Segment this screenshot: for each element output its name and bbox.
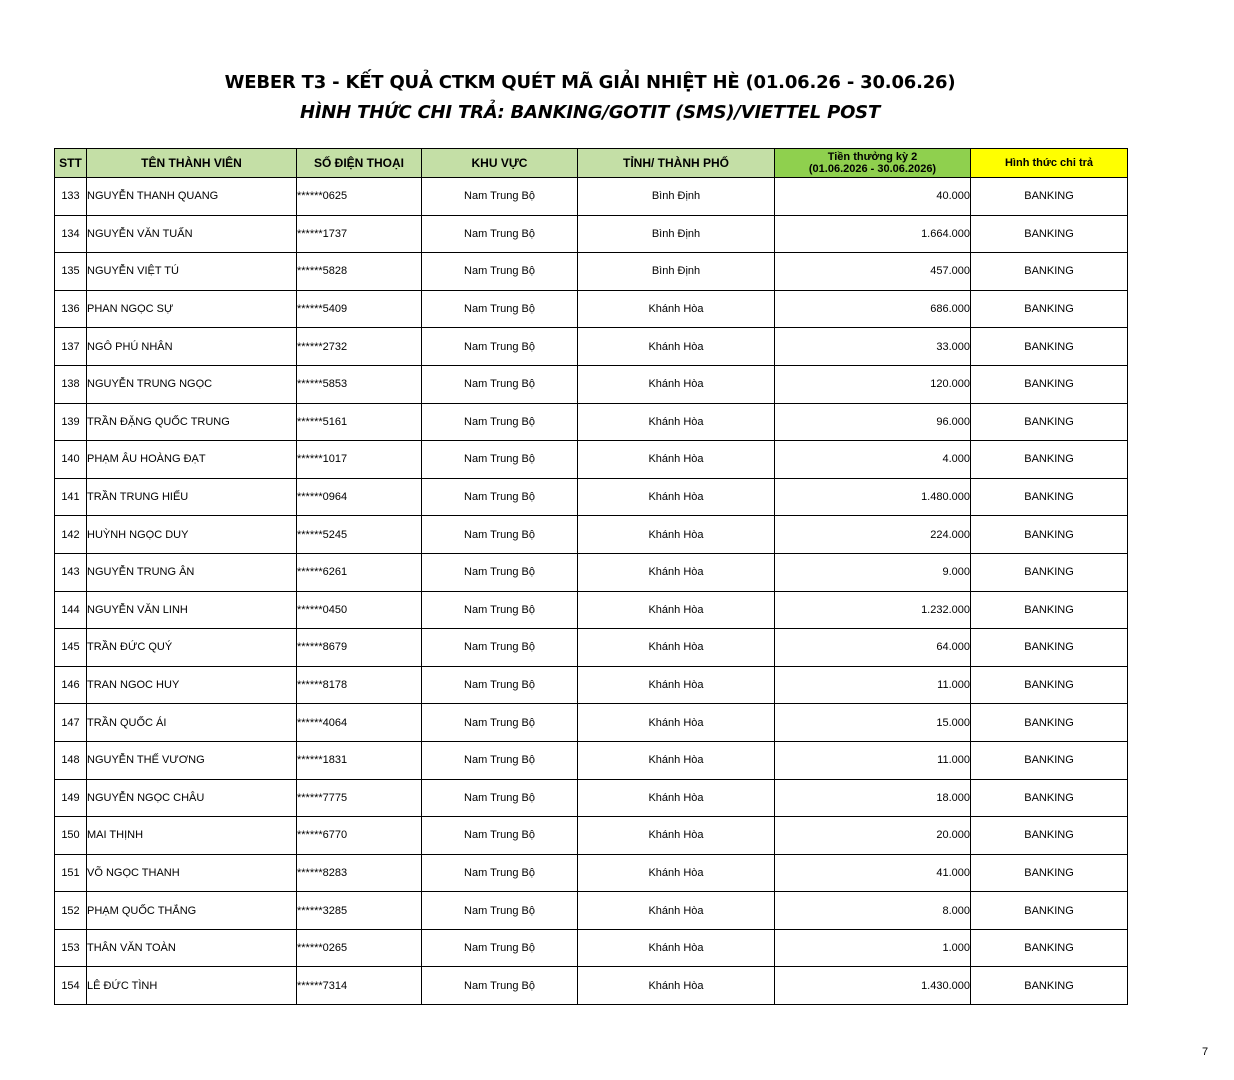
cell-region: Nam Trung Bộ <box>422 854 578 892</box>
cell-stt: 145 <box>55 629 87 667</box>
cell-phone: ******8283 <box>297 854 422 892</box>
cell-stt: 144 <box>55 591 87 629</box>
page-number: 7 <box>1202 1046 1209 1058</box>
cell-reward-amount: 1.430.000 <box>775 967 971 1005</box>
table-row <box>55 779 1128 817</box>
cell-stt: 135 <box>55 253 87 291</box>
cell-member-name: PHAN NGỌC SỰ <box>87 290 297 328</box>
header-reward-period: (01.06.2026 - 30.06.2026) <box>808 163 937 175</box>
cell-stt: 141 <box>55 478 87 516</box>
header-city: TỈNH/ THÀNH PHỐ <box>578 149 775 178</box>
cell-payment-method: BANKING <box>971 666 1128 704</box>
cell-reward-amount: 41.000 <box>775 854 971 892</box>
table-row <box>55 591 1128 629</box>
cell-city: Khánh Hòa <box>578 666 775 704</box>
cell-stt: 140 <box>55 441 87 479</box>
cell-stt: 142 <box>55 516 87 554</box>
cell-region: Nam Trung Bộ <box>422 741 578 779</box>
cell-phone: ******6261 <box>297 553 422 591</box>
cell-member-name: NGUYỄN VIỆT TÚ <box>87 253 297 291</box>
cell-payment-method: BANKING <box>971 215 1128 253</box>
cell-member-name: THÂN VĂN TOÀN <box>87 929 297 967</box>
cell-city: Khánh Hòa <box>578 929 775 967</box>
cell-reward-amount: 8.000 <box>775 892 971 930</box>
cell-payment-method: BANKING <box>971 253 1128 291</box>
cell-region: Nam Trung Bộ <box>422 516 578 554</box>
cell-reward-amount: 4.000 <box>775 441 971 479</box>
cell-stt: 152 <box>55 892 87 930</box>
cell-payment-method: BANKING <box>971 779 1128 817</box>
table-row <box>55 516 1128 554</box>
cell-phone: ******1017 <box>297 441 422 479</box>
cell-phone: ******5409 <box>297 290 422 328</box>
cell-reward-amount: 11.000 <box>775 666 971 704</box>
header-region: KHU VỰC <box>422 149 578 178</box>
table-row <box>55 629 1128 667</box>
cell-city: Khánh Hòa <box>578 817 775 855</box>
cell-city: Khánh Hòa <box>578 403 775 441</box>
cell-city: Khánh Hòa <box>578 741 775 779</box>
cell-region: Nam Trung Bộ <box>422 929 578 967</box>
cell-city: Khánh Hòa <box>578 328 775 366</box>
cell-phone: ******5828 <box>297 253 422 291</box>
cell-member-name: TRẦN ĐỨC QUÝ <box>87 629 297 667</box>
table-row <box>55 666 1128 704</box>
table-row <box>55 817 1128 855</box>
cell-member-name: NGUYỄN TRUNG ÂN <box>87 553 297 591</box>
table-row <box>55 553 1128 591</box>
table-row <box>55 178 1128 216</box>
cell-stt: 147 <box>55 704 87 742</box>
table-row <box>55 478 1128 516</box>
document-title: WEBER T3 - KẾT QUẢ CTKM QUÉT MÃ GIẢI NHIỆT HÈ (01.06.26 - 30.06.26) <box>224 72 956 93</box>
cell-payment-method: BANKING <box>971 741 1128 779</box>
cell-reward-amount: 11.000 <box>775 741 971 779</box>
cell-phone: ******7775 <box>297 779 422 817</box>
cell-phone: ******0450 <box>297 591 422 629</box>
cell-city: Khánh Hòa <box>578 892 775 930</box>
cell-payment-method: BANKING <box>971 591 1128 629</box>
cell-reward-amount: 18.000 <box>775 779 971 817</box>
cell-phone: ******7314 <box>297 967 422 1005</box>
cell-reward-amount: 1.000 <box>775 929 971 967</box>
cell-stt: 151 <box>55 854 87 892</box>
cell-member-name: HUỲNH NGỌC DUY <box>87 516 297 554</box>
cell-member-name: NGUYỄN VĂN LINH <box>87 591 297 629</box>
cell-stt: 149 <box>55 779 87 817</box>
cell-member-name: VÕ NGỌC THANH <box>87 854 297 892</box>
cell-reward-amount: 15.000 <box>775 704 971 742</box>
results-table <box>54 148 1128 1005</box>
cell-stt: 139 <box>55 403 87 441</box>
cell-member-name: PHẠM ÂU HOÀNG ĐẠT <box>87 441 297 479</box>
cell-payment-method: BANKING <box>971 854 1128 892</box>
cell-reward-amount: 120.000 <box>775 365 971 403</box>
cell-member-name: TRAN NGOC HUY <box>87 666 297 704</box>
cell-member-name: NGUYỄN NGỌC CHÂU <box>87 779 297 817</box>
cell-payment-method: BANKING <box>971 817 1128 855</box>
cell-payment-method: BANKING <box>971 553 1128 591</box>
cell-payment-method: BANKING <box>971 441 1128 479</box>
table-row <box>55 290 1128 328</box>
cell-reward-amount: 457.000 <box>775 253 971 291</box>
cell-city: Khánh Hòa <box>578 854 775 892</box>
header-reward <box>775 149 971 178</box>
cell-reward-amount: 33.000 <box>775 328 971 366</box>
cell-member-name: NGUYỄN THẾ VƯƠNG <box>87 741 297 779</box>
cell-stt: 148 <box>55 741 87 779</box>
cell-city: Khánh Hòa <box>578 478 775 516</box>
cell-region: Nam Trung Bộ <box>422 967 578 1005</box>
cell-member-name: TRẦN QUỐC ÁI <box>87 704 297 742</box>
table-row <box>55 328 1128 366</box>
cell-region: Nam Trung Bộ <box>422 215 578 253</box>
cell-stt: 134 <box>55 215 87 253</box>
cell-phone: ******1737 <box>297 215 422 253</box>
cell-member-name: NGUYỄN TRUNG NGỌC <box>87 365 297 403</box>
cell-member-name: NGÔ PHÚ NHÂN <box>87 328 297 366</box>
table-row <box>55 365 1128 403</box>
table-row <box>55 403 1128 441</box>
header-name: TÊN THÀNH VIÊN <box>87 149 297 178</box>
cell-reward-amount: 1.480.000 <box>775 478 971 516</box>
cell-city: Khánh Hòa <box>578 516 775 554</box>
table-row <box>55 929 1128 967</box>
table-row <box>55 892 1128 930</box>
cell-member-name: TRẦN ĐẶNG QUỐC TRUNG <box>87 403 297 441</box>
cell-reward-amount: 1.664.000 <box>775 215 971 253</box>
cell-reward-amount: 224.000 <box>775 516 971 554</box>
cell-region: Nam Trung Bộ <box>422 403 578 441</box>
cell-member-name: LÊ ĐỨC TÌNH <box>87 967 297 1005</box>
table-row <box>55 741 1128 779</box>
cell-payment-method: BANKING <box>971 929 1128 967</box>
cell-payment-method: BANKING <box>971 365 1128 403</box>
cell-member-name: TRẦN TRUNG HIẾU <box>87 478 297 516</box>
cell-region: Nam Trung Bộ <box>422 178 578 216</box>
cell-phone: ******0964 <box>297 478 422 516</box>
cell-region: Nam Trung Bộ <box>422 553 578 591</box>
cell-reward-amount: 40.000 <box>775 178 971 216</box>
cell-phone: ******1831 <box>297 741 422 779</box>
cell-payment-method: BANKING <box>971 704 1128 742</box>
cell-payment-method: BANKING <box>971 967 1128 1005</box>
cell-region: Nam Trung Bộ <box>422 817 578 855</box>
cell-payment-method: BANKING <box>971 478 1128 516</box>
cell-reward-amount: 686.000 <box>775 290 971 328</box>
cell-city: Khánh Hòa <box>578 290 775 328</box>
table-body <box>55 178 1128 1005</box>
cell-region: Nam Trung Bộ <box>422 779 578 817</box>
cell-phone: ******5853 <box>297 365 422 403</box>
cell-phone: ******8679 <box>297 629 422 667</box>
cell-stt: 137 <box>55 328 87 366</box>
cell-phone: ******5245 <box>297 516 422 554</box>
cell-city: Khánh Hòa <box>578 365 775 403</box>
table-row <box>55 704 1128 742</box>
cell-city: Bình Định <box>578 253 775 291</box>
cell-phone: ******5161 <box>297 403 422 441</box>
cell-phone: ******8178 <box>297 666 422 704</box>
cell-stt: 154 <box>55 967 87 1005</box>
cell-city: Khánh Hòa <box>578 967 775 1005</box>
cell-city: Bình Định <box>578 178 775 216</box>
cell-city: Khánh Hòa <box>578 779 775 817</box>
cell-region: Nam Trung Bộ <box>422 253 578 291</box>
cell-region: Nam Trung Bộ <box>422 290 578 328</box>
cell-payment-method: BANKING <box>971 290 1128 328</box>
cell-payment-method: BANKING <box>971 403 1128 441</box>
cell-payment-method: BANKING <box>971 892 1128 930</box>
cell-phone: ******4064 <box>297 704 422 742</box>
document-subtitle: HÌNH THỨC CHI TRẢ: BANKING/GOTIT (SMS)/VIETTEL POST <box>299 102 881 123</box>
cell-payment-method: BANKING <box>971 328 1128 366</box>
cell-stt: 150 <box>55 817 87 855</box>
cell-reward-amount: 96.000 <box>775 403 971 441</box>
cell-city: Khánh Hòa <box>578 591 775 629</box>
cell-phone: ******0625 <box>297 178 422 216</box>
cell-member-name: MAI THỊNH <box>87 817 297 855</box>
cell-region: Nam Trung Bộ <box>422 629 578 667</box>
table-row <box>55 253 1128 291</box>
cell-phone: ******2732 <box>297 328 422 366</box>
header-row <box>55 149 1128 178</box>
cell-reward-amount: 1.232.000 <box>775 591 971 629</box>
cell-payment-method: BANKING <box>971 629 1128 667</box>
table-row <box>55 441 1128 479</box>
cell-city: Khánh Hòa <box>578 553 775 591</box>
cell-phone: ******6770 <box>297 817 422 855</box>
cell-city: Bình Định <box>578 215 775 253</box>
header-reward-title: Tiền thưởng kỳ 2 <box>827 151 918 163</box>
table-row <box>55 967 1128 1005</box>
header-payment-method: Hình thức chi trả <box>971 149 1128 178</box>
cell-reward-amount: 9.000 <box>775 553 971 591</box>
cell-stt: 143 <box>55 553 87 591</box>
cell-region: Nam Trung Bộ <box>422 666 578 704</box>
header-phone: SỐ ĐIỆN THOẠI <box>297 149 422 178</box>
cell-payment-method: BANKING <box>971 178 1128 216</box>
cell-region: Nam Trung Bộ <box>422 328 578 366</box>
cell-stt: 153 <box>55 929 87 967</box>
cell-stt: 136 <box>55 290 87 328</box>
cell-reward-amount: 64.000 <box>775 629 971 667</box>
table-row <box>55 215 1128 253</box>
cell-region: Nam Trung Bộ <box>422 365 578 403</box>
cell-region: Nam Trung Bộ <box>422 704 578 742</box>
table-row <box>55 854 1128 892</box>
cell-city: Khánh Hòa <box>578 441 775 479</box>
cell-region: Nam Trung Bộ <box>422 892 578 930</box>
cell-member-name: NGUYỄN THANH QUANG <box>87 178 297 216</box>
cell-stt: 146 <box>55 666 87 704</box>
cell-region: Nam Trung Bộ <box>422 591 578 629</box>
cell-phone: ******3285 <box>297 892 422 930</box>
cell-city: Khánh Hòa <box>578 629 775 667</box>
cell-member-name: PHẠM QUỐC THẮNG <box>87 892 297 930</box>
cell-region: Nam Trung Bộ <box>422 478 578 516</box>
cell-phone: ******0265 <box>297 929 422 967</box>
cell-payment-method: BANKING <box>971 516 1128 554</box>
cell-city: Khánh Hòa <box>578 704 775 742</box>
header-stt: STT <box>55 149 87 178</box>
table-header <box>55 149 1128 178</box>
cell-region: Nam Trung Bộ <box>422 441 578 479</box>
cell-stt: 138 <box>55 365 87 403</box>
cell-reward-amount: 20.000 <box>775 817 971 855</box>
cell-member-name: NGUYỄN VĂN TUẤN <box>87 215 297 253</box>
cell-stt: 133 <box>55 178 87 216</box>
